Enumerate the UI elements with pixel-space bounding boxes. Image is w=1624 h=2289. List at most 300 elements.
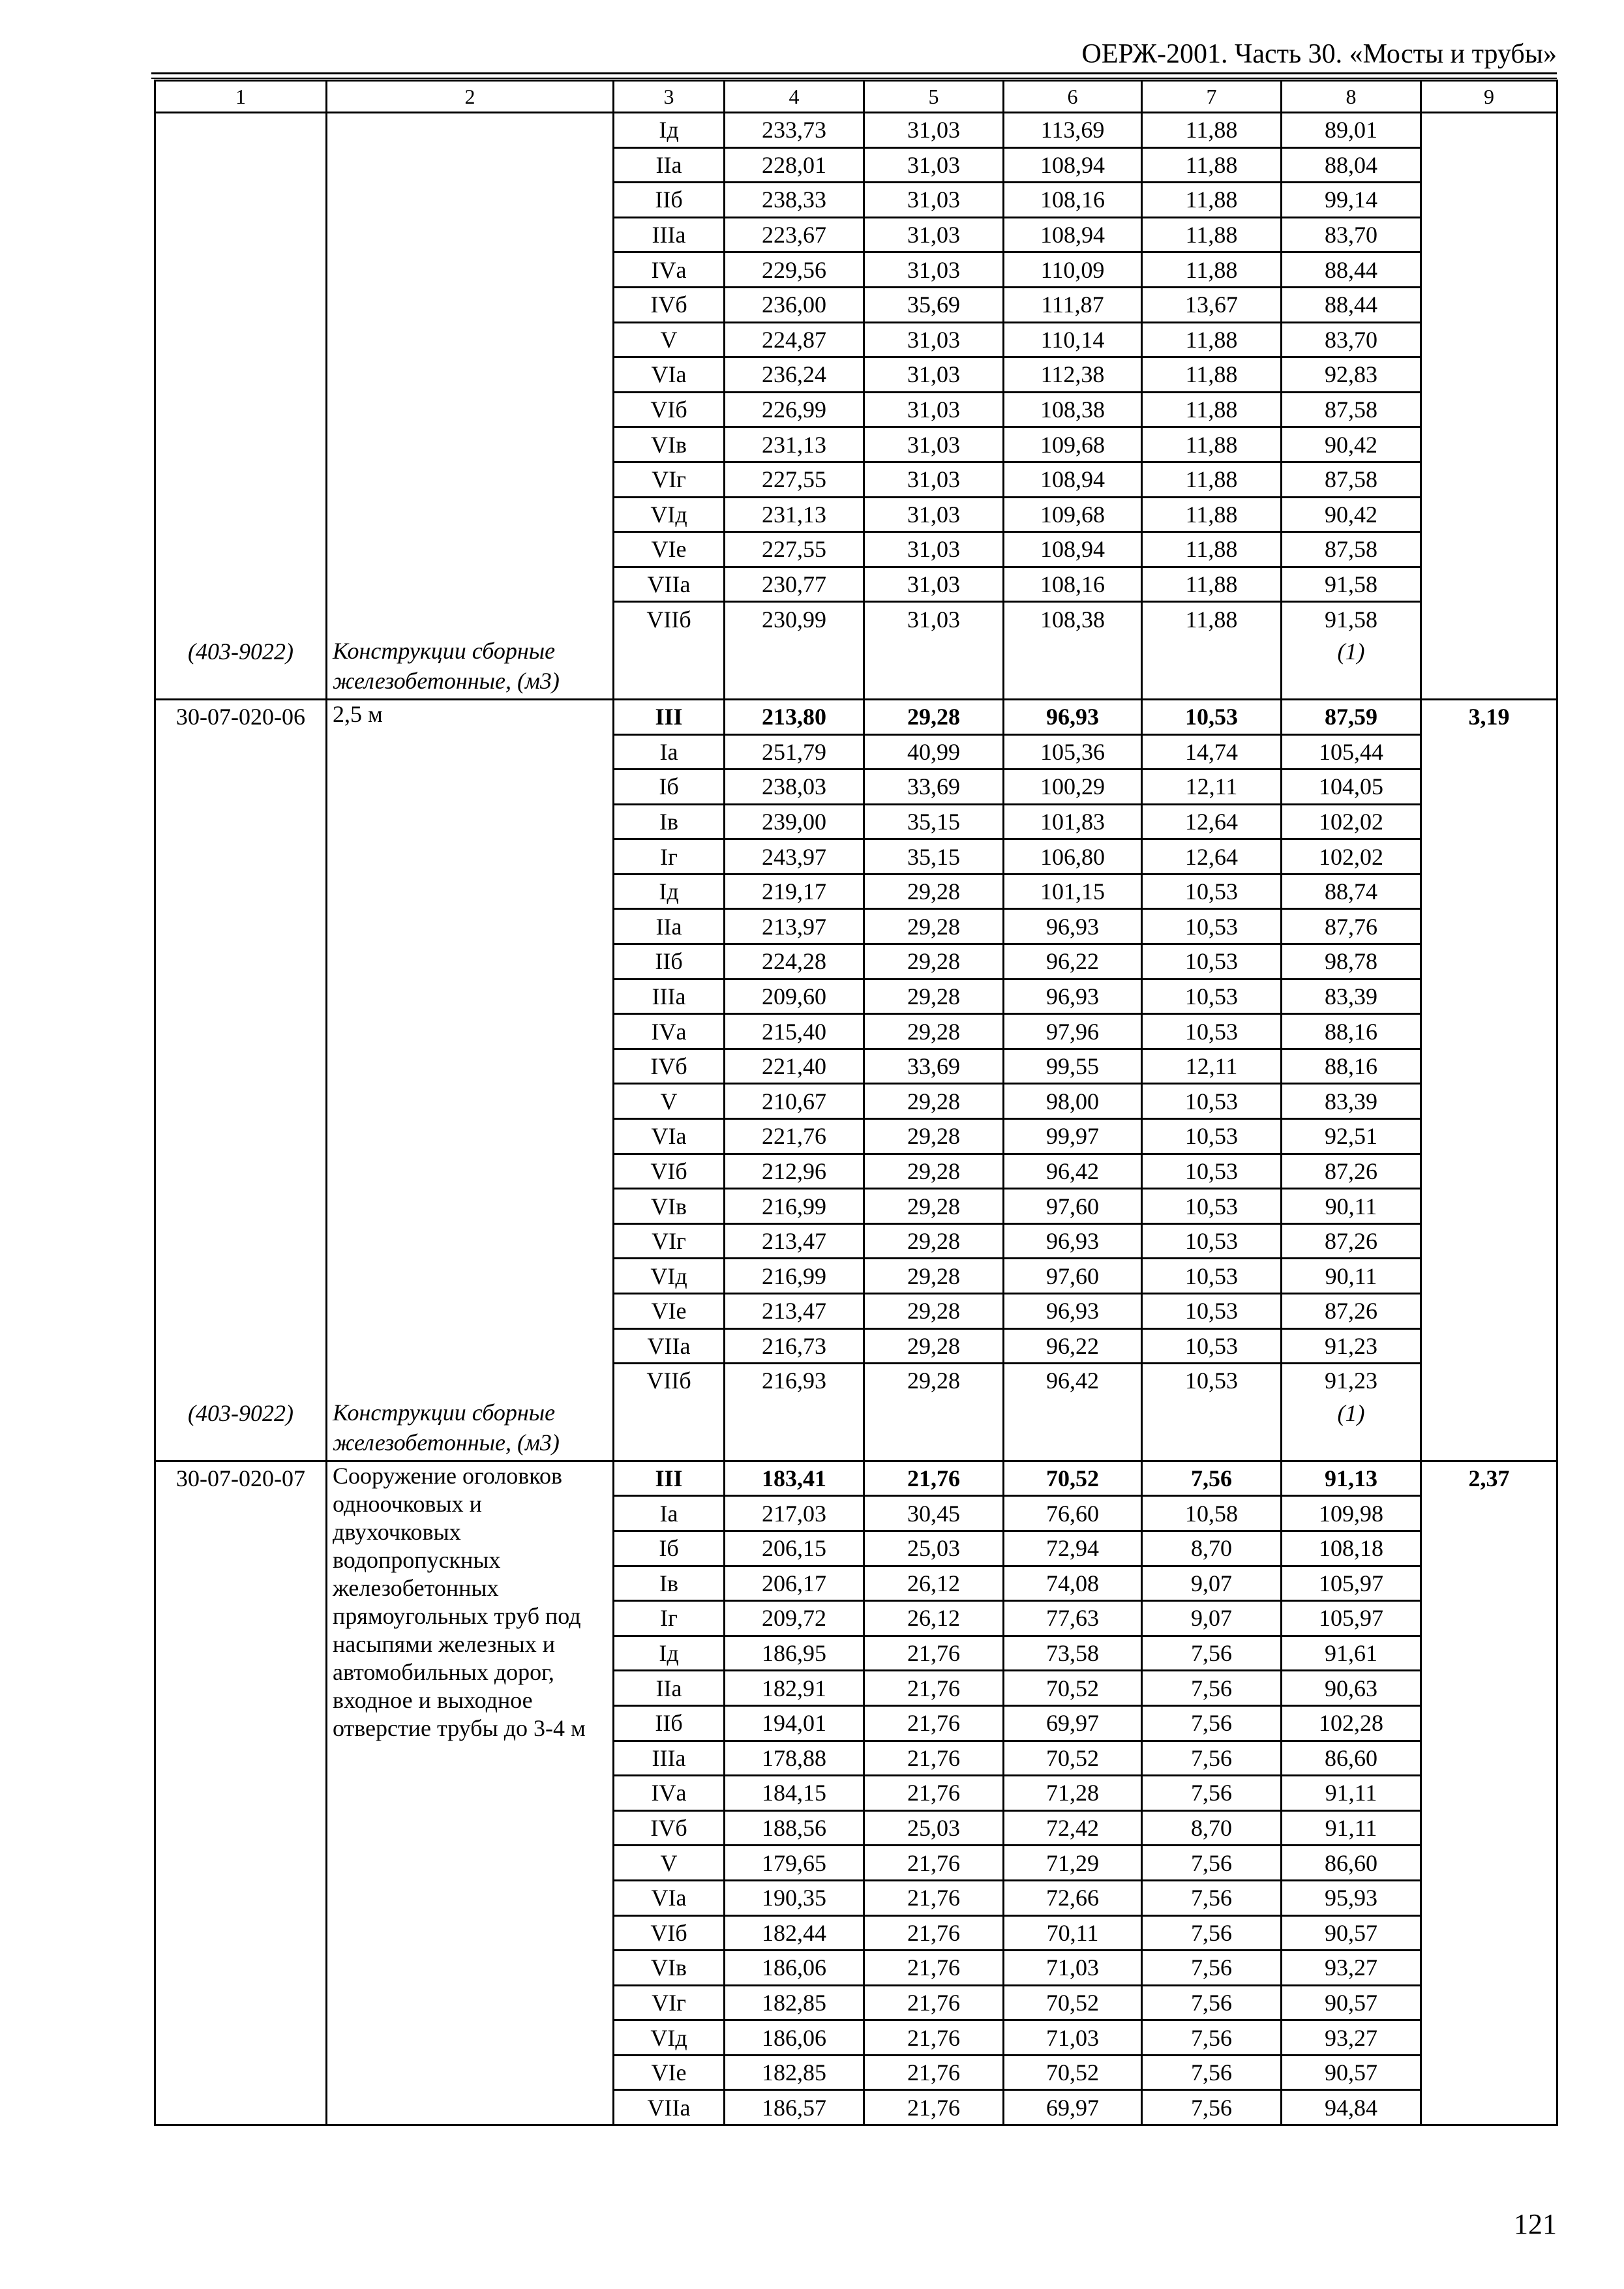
value-cell: 182,91 <box>725 1671 864 1706</box>
column-number: 6 <box>1004 81 1142 113</box>
value-cell: 210,67 <box>725 1084 864 1119</box>
value-cell: 99,55 <box>1004 1049 1142 1084</box>
region-cell: VIд <box>614 1259 725 1294</box>
value-cell: 90,63 <box>1282 1671 1421 1706</box>
value-cell: 179,65 <box>725 1846 864 1881</box>
column-9-value <box>1421 113 1557 700</box>
value-cell: 29,28 <box>864 699 1004 734</box>
value-cell: 73,58 <box>1004 1636 1142 1671</box>
value-cell: 31,03 <box>864 532 1004 567</box>
value-cell: 83,70 <box>1282 217 1421 252</box>
value-cell: 71,03 <box>1004 2020 1142 2056</box>
region-cell: III <box>614 699 725 734</box>
region-cell: VIв <box>614 1189 725 1224</box>
reference-name: Конструкции сборные железобетонные, (м3) <box>327 1398 614 1461</box>
value-cell: 194,01 <box>725 1705 864 1741</box>
value-cell: 29,28 <box>864 1223 1004 1259</box>
value-cell: 12,11 <box>1142 770 1282 805</box>
value-cell: 31,03 <box>864 147 1004 183</box>
value-cell: 88,44 <box>1282 252 1421 288</box>
value-cell: 10,53 <box>1142 1364 1282 1398</box>
value-cell: 69,97 <box>1004 1705 1142 1741</box>
column-number: 2 <box>327 81 614 113</box>
value-cell: 87,58 <box>1282 462 1421 497</box>
value-cell: 21,76 <box>864 1985 1004 2020</box>
value-cell: 31,03 <box>864 357 1004 393</box>
value-cell: 21,76 <box>864 1915 1004 1951</box>
region-cell: Iд <box>614 1636 725 1671</box>
value-cell: 83,39 <box>1282 1084 1421 1119</box>
value-cell: 31,03 <box>864 113 1004 148</box>
region-cell: VIа <box>614 357 725 393</box>
empty-cell <box>614 636 725 700</box>
value-cell: 29,28 <box>864 979 1004 1014</box>
value-cell: 87,58 <box>1282 392 1421 427</box>
table-row <box>155 699 1557 734</box>
region-cell: IIб <box>614 183 725 218</box>
value-cell: 76,60 <box>1004 1496 1142 1531</box>
value-cell: 29,28 <box>864 1189 1004 1224</box>
value-cell: 178,88 <box>725 1741 864 1776</box>
region-cell: IIб <box>614 944 725 980</box>
value-cell: 10,53 <box>1142 874 1282 909</box>
value-cell: 108,38 <box>1004 392 1142 427</box>
value-cell: 33,69 <box>864 770 1004 805</box>
reference-row <box>155 1398 1557 1461</box>
value-cell: 186,57 <box>725 2090 864 2125</box>
value-cell: 105,97 <box>1282 1566 1421 1601</box>
value-cell: 209,72 <box>725 1601 864 1636</box>
value-cell: 7,56 <box>1142 1776 1282 1811</box>
value-cell: 186,06 <box>725 2020 864 2056</box>
value-cell: 228,01 <box>725 147 864 183</box>
value-cell: 21,76 <box>864 1671 1004 1706</box>
empty-cell <box>725 636 864 700</box>
region-cell: V <box>614 322 725 357</box>
value-cell: 110,14 <box>1004 322 1142 357</box>
value-cell: 213,80 <box>725 699 864 734</box>
value-cell: 230,77 <box>725 567 864 602</box>
value-cell: 87,26 <box>1282 1154 1421 1189</box>
value-cell: 87,26 <box>1282 1223 1421 1259</box>
region-cell: IIIа <box>614 217 725 252</box>
value-cell: 7,56 <box>1142 2090 1282 2125</box>
value-cell: 70,52 <box>1004 1741 1142 1776</box>
value-cell: 12,64 <box>1142 804 1282 839</box>
value-cell: 91,23 <box>1282 1328 1421 1364</box>
region-cell: IVа <box>614 1014 725 1049</box>
region-cell: Iв <box>614 804 725 839</box>
region-cell: VIд <box>614 497 725 532</box>
value-cell: 29,28 <box>864 1119 1004 1154</box>
value-cell: 110,09 <box>1004 252 1142 288</box>
reference-name: Конструкции сборные железобетонные, (м3) <box>327 636 614 700</box>
value-cell: 104,05 <box>1282 770 1421 805</box>
value-cell: 182,44 <box>725 1915 864 1951</box>
value-cell: 229,56 <box>725 252 864 288</box>
value-cell: 96,22 <box>1004 1328 1142 1364</box>
value-cell: 89,01 <box>1282 113 1421 148</box>
region-cell: Iд <box>614 874 725 909</box>
value-cell: 70,11 <box>1004 1915 1142 1951</box>
empty-cell <box>1142 1398 1282 1461</box>
region-cell: VIд <box>614 2020 725 2056</box>
region-cell: VIе <box>614 1294 725 1329</box>
value-cell: 11,88 <box>1142 567 1282 602</box>
value-cell: 35,15 <box>864 804 1004 839</box>
value-cell: 224,28 <box>725 944 864 980</box>
value-cell: 216,99 <box>725 1259 864 1294</box>
reference-row <box>155 636 1557 700</box>
region-cell: Iд <box>614 113 725 148</box>
value-cell: 92,51 <box>1282 1119 1421 1154</box>
value-cell: 97,60 <box>1004 1189 1142 1224</box>
value-cell: 21,76 <box>864 1776 1004 1811</box>
region-cell: IIа <box>614 909 725 944</box>
value-cell: 7,56 <box>1142 1636 1282 1671</box>
value-cell: 90,42 <box>1282 427 1421 462</box>
value-cell: 101,83 <box>1004 804 1142 839</box>
value-cell: 10,53 <box>1142 1294 1282 1329</box>
value-cell: 109,68 <box>1004 427 1142 462</box>
value-cell: 10,53 <box>1142 1189 1282 1224</box>
value-cell: 96,42 <box>1004 1364 1142 1398</box>
value-cell: 215,40 <box>725 1014 864 1049</box>
value-cell: 98,00 <box>1004 1084 1142 1119</box>
value-cell: 72,94 <box>1004 1531 1142 1566</box>
value-cell: 243,97 <box>725 839 864 875</box>
value-cell: 77,63 <box>1004 1601 1142 1636</box>
value-cell: 10,58 <box>1142 1496 1282 1531</box>
column-number: 7 <box>1142 81 1282 113</box>
value-cell: 21,76 <box>864 1951 1004 1986</box>
value-cell: 74,08 <box>1004 1566 1142 1601</box>
value-cell: 21,76 <box>864 1846 1004 1881</box>
value-cell: 10,53 <box>1142 1223 1282 1259</box>
value-cell: 7,56 <box>1142 1705 1282 1741</box>
column-9-value: 2,37 <box>1421 1461 1557 2125</box>
value-cell: 10,53 <box>1142 1014 1282 1049</box>
value-cell: 109,98 <box>1282 1496 1421 1531</box>
value-cell: 11,88 <box>1142 183 1282 218</box>
value-cell: 90,11 <box>1282 1189 1421 1224</box>
value-cell: 108,94 <box>1004 462 1142 497</box>
rate-name: 2,5 м <box>327 699 614 1397</box>
value-cell: 72,42 <box>1004 1810 1142 1846</box>
value-cell: 95,93 <box>1282 1880 1421 1915</box>
header-rule-thick <box>151 72 1557 74</box>
value-cell: 29,28 <box>864 874 1004 909</box>
reference-code: (403-9022) <box>155 636 327 700</box>
empty-cell <box>1004 636 1142 700</box>
value-cell: 35,15 <box>864 839 1004 875</box>
value-cell: 11,88 <box>1142 113 1282 148</box>
value-cell: 21,76 <box>864 1636 1004 1671</box>
value-cell: 33,69 <box>864 1049 1004 1084</box>
value-cell: 87,26 <box>1282 1294 1421 1329</box>
value-cell: 31,03 <box>864 322 1004 357</box>
region-cell: VIе <box>614 2055 725 2090</box>
value-cell: 29,28 <box>864 1259 1004 1294</box>
value-cell: 10,53 <box>1142 699 1282 734</box>
value-cell: 70,52 <box>1004 1461 1142 1496</box>
region-cell: VIв <box>614 427 725 462</box>
value-cell: 97,60 <box>1004 1259 1142 1294</box>
region-cell: VIб <box>614 392 725 427</box>
value-cell: 29,28 <box>864 909 1004 944</box>
value-cell: 106,80 <box>1004 839 1142 875</box>
value-cell: 9,07 <box>1142 1566 1282 1601</box>
value-cell: 183,41 <box>725 1461 864 1496</box>
region-cell: Iа <box>614 734 725 770</box>
value-cell: 188,56 <box>725 1810 864 1846</box>
reference-note: (1) <box>1282 636 1421 700</box>
value-cell: 14,74 <box>1142 734 1282 770</box>
value-cell: 238,33 <box>725 183 864 218</box>
column-number: 4 <box>725 81 864 113</box>
value-cell: 21,76 <box>864 2055 1004 2090</box>
value-cell: 186,06 <box>725 1951 864 1986</box>
value-cell: 91,11 <box>1282 1776 1421 1811</box>
value-cell: 10,53 <box>1142 1084 1282 1119</box>
value-cell: 11,88 <box>1142 602 1282 636</box>
value-cell: 236,24 <box>725 357 864 393</box>
value-cell: 219,17 <box>725 874 864 909</box>
value-cell: 90,42 <box>1282 497 1421 532</box>
region-cell: IIIа <box>614 979 725 1014</box>
region-cell: IVа <box>614 1776 725 1811</box>
region-cell: VIIа <box>614 2090 725 2125</box>
region-cell: VIб <box>614 1154 725 1189</box>
value-cell: 11,88 <box>1142 357 1282 393</box>
value-cell: 83,70 <box>1282 322 1421 357</box>
value-cell: 251,79 <box>725 734 864 770</box>
value-cell: 86,60 <box>1282 1741 1421 1776</box>
value-cell: 83,39 <box>1282 979 1421 1014</box>
value-cell: 224,87 <box>725 322 864 357</box>
value-cell: 96,42 <box>1004 1154 1142 1189</box>
value-cell: 236,00 <box>725 287 864 322</box>
value-cell: 90,57 <box>1282 1915 1421 1951</box>
value-cell: 31,03 <box>864 252 1004 288</box>
region-cell: IIIа <box>614 1741 725 1776</box>
value-cell: 21,76 <box>864 1741 1004 1776</box>
value-cell: 93,27 <box>1282 2020 1421 2056</box>
value-cell: 216,99 <box>725 1189 864 1224</box>
region-cell: IIа <box>614 1671 725 1706</box>
region-cell: VIе <box>614 532 725 567</box>
rates-table <box>154 80 1558 2126</box>
value-cell: 25,03 <box>864 1531 1004 1566</box>
value-cell: 186,95 <box>725 1636 864 1671</box>
rate-name: Сооружение оголовков одноочковых и двухочковых водопропускных железобетонных прямоугольных труб под насыпями железных и автомобильных дорог, входное и выходное отверстие трубы до 3-4 м <box>327 1461 614 2125</box>
column-number: 1 <box>155 81 327 113</box>
empty-cell <box>614 1398 725 1461</box>
value-cell: 111,87 <box>1004 287 1142 322</box>
value-cell: 112,38 <box>1004 357 1142 393</box>
value-cell: 213,47 <box>725 1294 864 1329</box>
value-cell: 108,16 <box>1004 567 1142 602</box>
value-cell: 206,17 <box>725 1566 864 1601</box>
value-cell: 98,78 <box>1282 944 1421 980</box>
value-cell: 29,28 <box>864 1154 1004 1189</box>
value-cell: 92,83 <box>1282 357 1421 393</box>
value-cell: 182,85 <box>725 2055 864 2090</box>
value-cell: 87,59 <box>1282 699 1421 734</box>
table-row <box>155 113 1557 148</box>
rate-name <box>327 113 614 636</box>
value-cell: 7,56 <box>1142 2020 1282 2056</box>
column-number: 8 <box>1282 81 1421 113</box>
value-cell: 31,03 <box>864 427 1004 462</box>
value-cell: 31,03 <box>864 567 1004 602</box>
value-cell: 40,99 <box>864 734 1004 770</box>
region-cell: VIг <box>614 1223 725 1259</box>
value-cell: 91,13 <box>1282 1461 1421 1496</box>
value-cell: 213,97 <box>725 909 864 944</box>
value-cell: 21,76 <box>864 1705 1004 1741</box>
value-cell: 25,03 <box>864 1810 1004 1846</box>
value-cell: 227,55 <box>725 532 864 567</box>
value-cell: 182,85 <box>725 1985 864 2020</box>
value-cell: 7,56 <box>1142 1880 1282 1915</box>
value-cell: 11,88 <box>1142 497 1282 532</box>
value-cell: 217,03 <box>725 1496 864 1531</box>
page-number: 121 <box>1514 2208 1557 2240</box>
value-cell: 90,57 <box>1282 1985 1421 2020</box>
value-cell: 96,93 <box>1004 699 1142 734</box>
region-cell: IVб <box>614 287 725 322</box>
value-cell: 11,88 <box>1142 532 1282 567</box>
empty-cell <box>725 1398 864 1461</box>
value-cell: 21,76 <box>864 1880 1004 1915</box>
value-cell: 212,96 <box>725 1154 864 1189</box>
value-cell: 108,94 <box>1004 147 1142 183</box>
value-cell: 21,76 <box>864 2090 1004 2125</box>
value-cell: 11,88 <box>1142 217 1282 252</box>
value-cell: 7,56 <box>1142 1951 1282 1986</box>
region-cell: IVа <box>614 252 725 288</box>
value-cell: 7,56 <box>1142 1671 1282 1706</box>
value-cell: 213,47 <box>725 1223 864 1259</box>
value-cell: 216,93 <box>725 1364 864 1398</box>
region-cell: VIг <box>614 1985 725 2020</box>
value-cell: 238,03 <box>725 770 864 805</box>
value-cell: 7,56 <box>1142 1985 1282 2020</box>
column-number: 3 <box>614 81 725 113</box>
value-cell: 96,22 <box>1004 944 1142 980</box>
value-cell: 70,52 <box>1004 1985 1142 2020</box>
value-cell: 221,40 <box>725 1049 864 1084</box>
region-cell: VIIа <box>614 1328 725 1364</box>
value-cell: 209,60 <box>725 979 864 1014</box>
value-cell: 71,29 <box>1004 1846 1142 1881</box>
value-cell: 221,76 <box>725 1119 864 1154</box>
value-cell: 31,03 <box>864 602 1004 636</box>
value-cell: 88,44 <box>1282 287 1421 322</box>
header-rule-thin <box>151 78 1557 79</box>
reference-code: (403-9022) <box>155 1398 327 1461</box>
value-cell: 102,02 <box>1282 839 1421 875</box>
rate-code <box>155 113 327 636</box>
value-cell: 10,53 <box>1142 1328 1282 1364</box>
column-number: 5 <box>864 81 1004 113</box>
region-cell: VIIб <box>614 602 725 636</box>
value-cell: 11,88 <box>1142 147 1282 183</box>
value-cell: 102,02 <box>1282 804 1421 839</box>
region-cell: Iб <box>614 1531 725 1566</box>
value-cell: 71,28 <box>1004 1776 1142 1811</box>
region-cell: VIб <box>614 1915 725 1951</box>
value-cell: 96,93 <box>1004 1223 1142 1259</box>
value-cell: 91,61 <box>1282 1636 1421 1671</box>
region-cell: VIIб <box>614 1364 725 1398</box>
value-cell: 109,68 <box>1004 497 1142 532</box>
region-cell: Iг <box>614 1601 725 1636</box>
value-cell: 87,76 <box>1282 909 1421 944</box>
value-cell: 227,55 <box>725 462 864 497</box>
empty-cell <box>864 636 1004 700</box>
value-cell: 91,58 <box>1282 602 1421 636</box>
value-cell: 96,93 <box>1004 909 1142 944</box>
value-cell: 69,97 <box>1004 2090 1142 2125</box>
value-cell: 108,94 <box>1004 532 1142 567</box>
value-cell: 8,70 <box>1142 1531 1282 1566</box>
value-cell: 26,12 <box>864 1566 1004 1601</box>
value-cell: 11,88 <box>1142 252 1282 288</box>
region-cell: VIа <box>614 1119 725 1154</box>
value-cell: 7,56 <box>1142 1461 1282 1496</box>
value-cell: 233,73 <box>725 113 864 148</box>
value-cell: 10,53 <box>1142 909 1282 944</box>
value-cell: 88,16 <box>1282 1014 1421 1049</box>
value-cell: 97,96 <box>1004 1014 1142 1049</box>
value-cell: 29,28 <box>864 1014 1004 1049</box>
value-cell: 105,36 <box>1004 734 1142 770</box>
value-cell: 8,70 <box>1142 1810 1282 1846</box>
region-cell: IVб <box>614 1049 725 1084</box>
value-cell: 31,03 <box>864 462 1004 497</box>
value-cell: 108,18 <box>1282 1531 1421 1566</box>
region-cell: Iа <box>614 1496 725 1531</box>
value-cell: 91,11 <box>1282 1810 1421 1846</box>
value-cell: 93,27 <box>1282 1951 1421 1986</box>
value-cell: 230,99 <box>725 602 864 636</box>
value-cell: 29,28 <box>864 1084 1004 1119</box>
region-cell: IIа <box>614 147 725 183</box>
value-cell: 29,28 <box>864 944 1004 980</box>
value-cell: 9,07 <box>1142 1601 1282 1636</box>
value-cell: 223,67 <box>725 217 864 252</box>
region-cell: VIIа <box>614 567 725 602</box>
value-cell: 96,93 <box>1004 1294 1142 1329</box>
value-cell: 29,28 <box>864 1364 1004 1398</box>
column-number-row <box>155 81 1557 113</box>
value-cell: 184,15 <box>725 1776 864 1811</box>
value-cell: 105,44 <box>1282 734 1421 770</box>
value-cell: 91,23 <box>1282 1364 1421 1398</box>
column-9-value: 3,19 <box>1421 699 1557 1461</box>
empty-cell <box>1004 1398 1142 1461</box>
value-cell: 35,69 <box>864 287 1004 322</box>
rate-code: 30-07-020-07 <box>155 1461 327 2125</box>
value-cell: 190,35 <box>725 1880 864 1915</box>
value-cell: 96,93 <box>1004 979 1142 1014</box>
value-cell: 90,11 <box>1282 1259 1421 1294</box>
value-cell: 31,03 <box>864 183 1004 218</box>
value-cell: 11,88 <box>1142 322 1282 357</box>
region-cell: Iв <box>614 1566 725 1601</box>
